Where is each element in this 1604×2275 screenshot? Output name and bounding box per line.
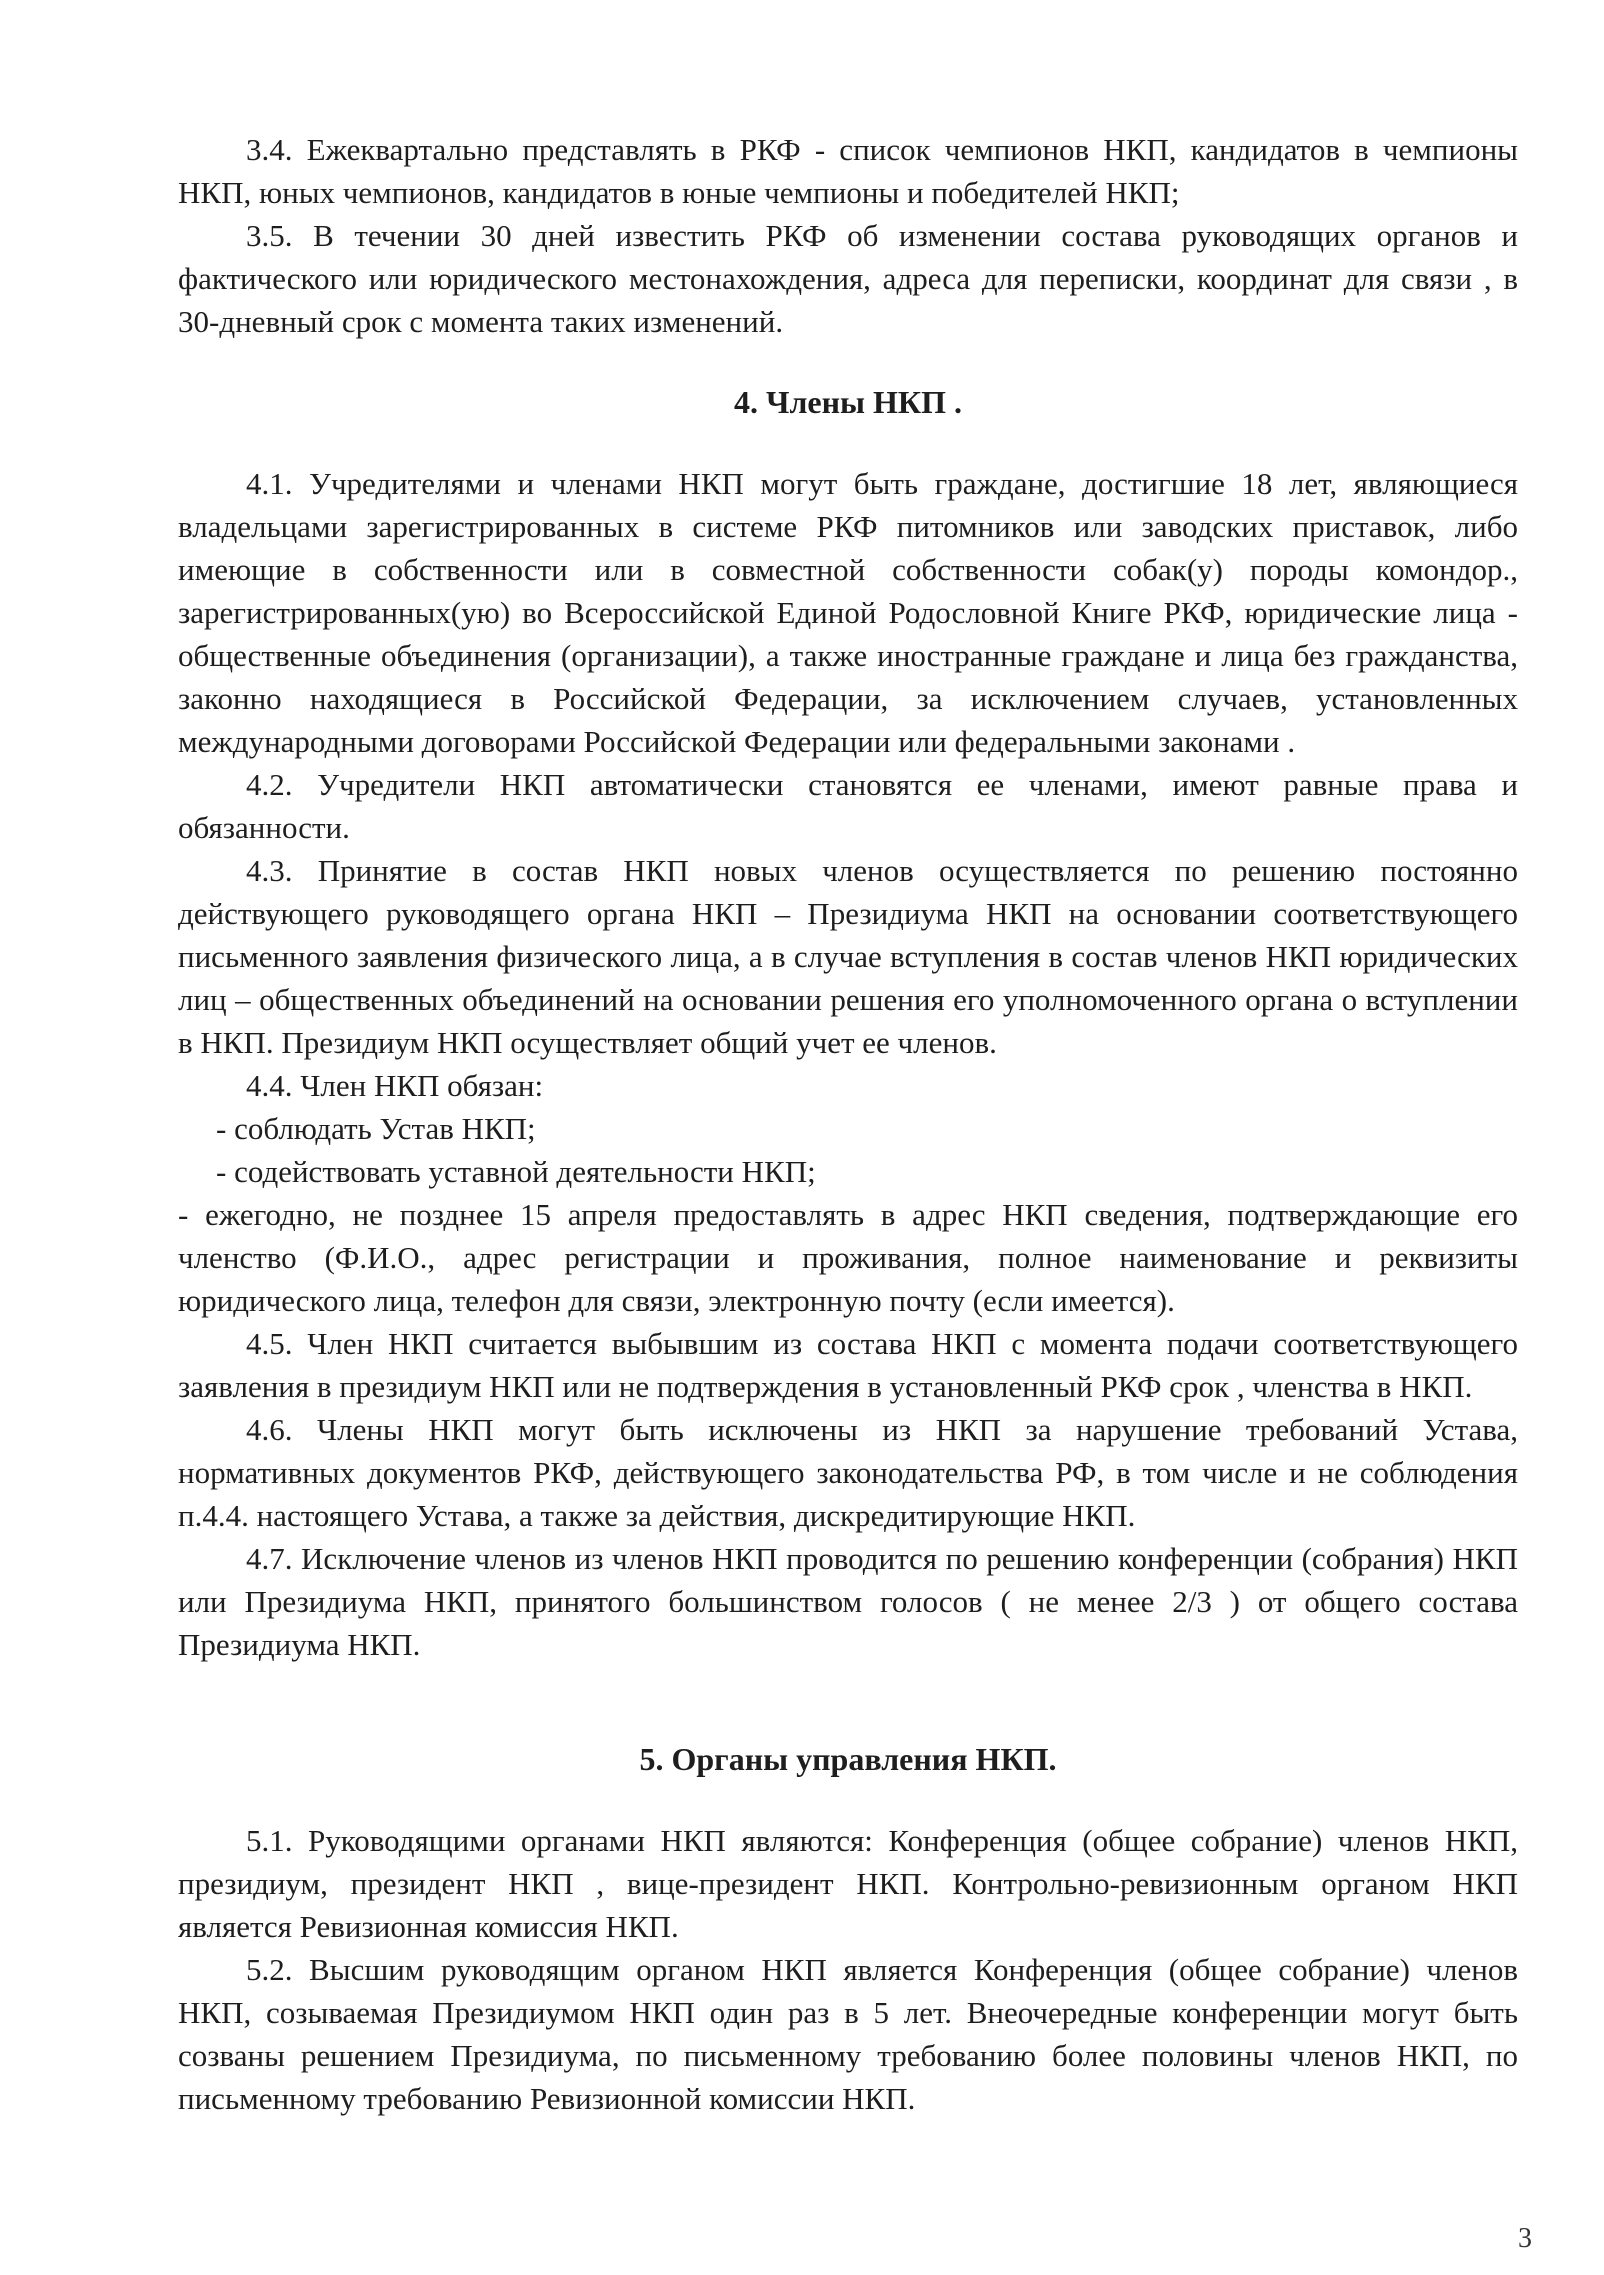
paragraph-5-1: 5.1. Руководящими органами НКП являются: Конференция (общее собрание) членов НКП, президиум, президент НКП , вице-президент НКП. Контрольно-ревизионным органом НКП является Ревизионная комиссия НКП. xyxy=(178,1823,1518,1944)
spacer xyxy=(178,424,1518,462)
spacer xyxy=(178,343,1518,381)
spacer xyxy=(178,1781,1518,1819)
section-4-heading: 4. Члены НКП . xyxy=(733,384,963,420)
paragraph-4-7: 4.7. Исключение членов из членов НКП проводится по решению конференции (собрания) НКП или Президиума НКП, принятого большинством голосов ( не менее 2/3 ) от общего состава Президиума НКП. xyxy=(178,1541,1518,1662)
paragraph-3-4: 3.4. Ежеквартально представлять в РКФ - список чемпионов НКП, кандидатов в чемпионы НКП, юных чемпионов, кандидатов в юные чемпионы и победителей НКП; xyxy=(178,132,1518,210)
section-5-heading: 5. Органы управления НКП. xyxy=(639,1741,1057,1777)
paragraph-4-1: 4.1. Учредителями и членами НКП могут быть граждане, достигшие 18 лет, являющиеся владельцами зарегистрированных в системе РКФ питомников или заводских приставок, либо имеющие в собственности или в совместной собственности собак(у) породы комондор., зарегистрированных(ую) во Всероссийской Единой Родословной Книге РКФ, юридические лица - общественные объединения (организации), а также иностранные граждане и лица без гражданства, законно находящиеся в Российской Федерации, за исключением случаев, установленных международными договорами Российской Федерации или федеральными законами . xyxy=(178,466,1518,759)
paragraph-4-2: 4.2. Учредители НКП автоматически становятся ее членами, имеют равные права и обязанности. xyxy=(178,767,1518,845)
paragraph-3-5: 3.5. В течении 30 дней известить РКФ об изменении состава руководящих органов и фактического или юридического местонахождения, адреса для переписки, координат для связи , в 30-дневный срок с момента таких изменений. xyxy=(178,218,1518,339)
paragraph-4-6: 4.6. Члены НКП могут быть исключены из НКП за нарушение требований Устава, нормативных документов РКФ, действующего законодательства РФ, в том числе и не соблюдения п.4.4. настоящего Устава, а также за действия, дискредитирующие НКП. xyxy=(178,1412,1518,1533)
spacer xyxy=(178,1666,1518,1738)
list-item: - содействовать уставной деятельности НКП; xyxy=(216,1154,816,1189)
paragraph-4-4-intro: 4.4. Член НКП обязан: xyxy=(246,1068,544,1103)
paragraph-5-2: 5.2. Высшим руководящим органом НКП является Конференция (общее собрание) членов НКП, созываемая Президиумом НКП один раз в 5 лет. Внеочередные конференции могут быть созваны решением Президиума, по письменному требованию более половины членов НКП, по письменному требованию Ревизионной комиссии НКП. xyxy=(178,1952,1518,2116)
paragraph-4-3: 4.3. Принятие в состав НКП новых членов осуществляется по решению постоянно действующего руководящего органа НКП – Президиума НКП на основании соответствующего письменного заявления физического лица, а в случае вступления в состав членов НКП юридических лиц – общественных объединений на основании решения его уполномоченного органа о вступлении в НКП. Президиум НКП осуществляет общий учет ее членов. xyxy=(178,853,1518,1060)
paragraph-4-5: 4.5. Член НКП считается выбывшим из состава НКП с момента подачи соответствующего заявления в президиум НКП или не подтверждения в установленный РКФ срок , членства в НКП. xyxy=(178,1326,1518,1404)
document-page xyxy=(178,128,1518,2238)
page-number: 3 xyxy=(1518,2223,1532,2254)
list-item: - соблюдать Устав НКП; xyxy=(216,1111,536,1146)
list-item-annual-report: - ежегодно, не позднее 15 апреля предоставлять в адрес НКП сведения, подтверждающие его членство (Ф.И.О., адрес регистрации и проживания, полное наименование и реквизиты юридического лица, телефон для связи, электронную почту (если имеется). xyxy=(178,1197,1518,1318)
